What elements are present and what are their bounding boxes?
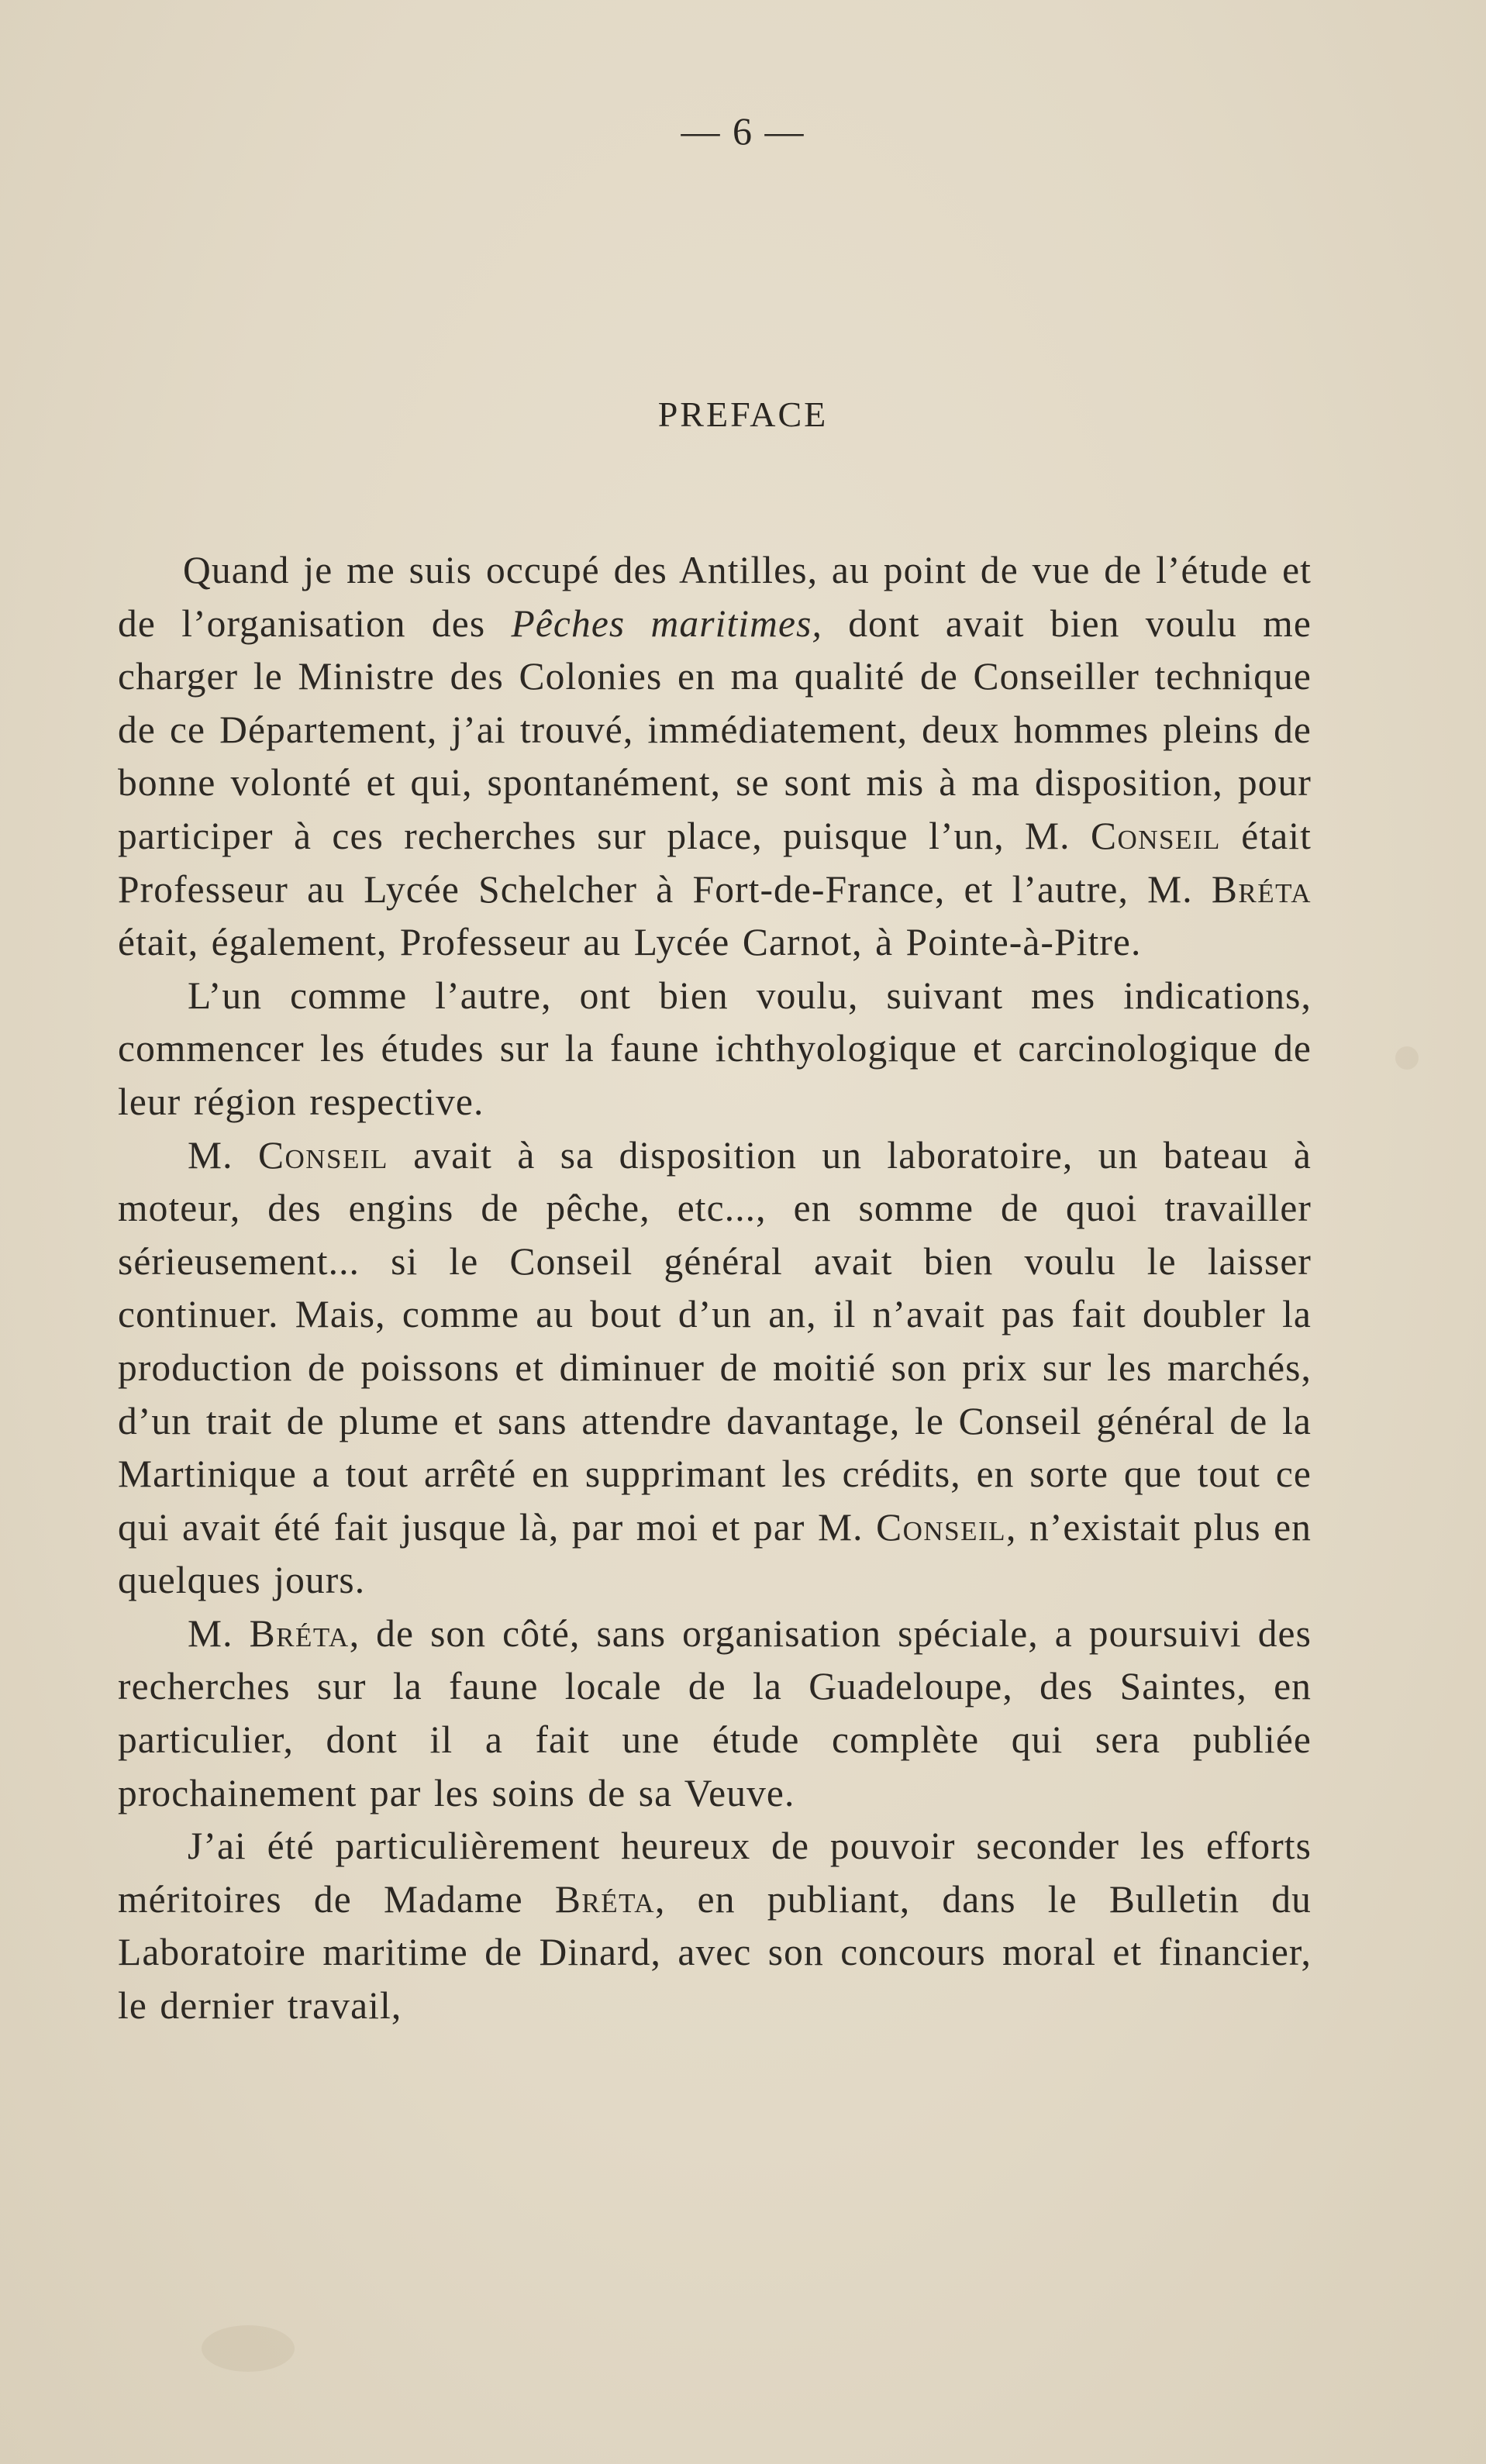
paragraph-4 [118, 1608, 1312, 1820]
paper-stain [202, 2325, 295, 2372]
author-name: Conseil [1090, 814, 1221, 857]
text-segment: , de son côté, sans organisation spéciale, a poursuivi des recherches sur la faune locale de la Guadeloupe, des Saintes, en particulier, dont il a fait une étude complète qui sera publiée prochainement par les soins de sa Veuve. [118, 1611, 1312, 1814]
author-name: Conseil [257, 1133, 388, 1177]
text-segment: était Professeur au Lycée Schelcher à Fort-de-France, et l’autre, M. [118, 814, 1312, 911]
text-segment: avait à sa disposition un laboratoire, un bateau à moteur, des engins de pêche, etc..., en somme de quoi travailler sérieusement... si le Conseil général avait bien voulu le laisser continuer. Mais, comme au bout d’un an, il n’avait pas fait doubler la production de poissons et diminuer de moitié son prix sur les marchés, d’un trait de plume et sans attendre davantage, le Conseil général de la Martinique a tout arrêté en supprimant les crédits, en sorte que tout ce qui avait été fait jusque là, par moi et par M. [118, 1133, 1312, 1549]
paragraph-1 [118, 544, 1312, 970]
paragraph-2 [118, 970, 1312, 1129]
body-text [118, 544, 1312, 2033]
text-segment: était, également, Professeur au Lycée Carnot, à Pointe-à-Pitre. [118, 921, 1142, 964]
paragraph-3 [118, 1129, 1312, 1608]
text-segment: M. [188, 1133, 258, 1177]
text-segment: L’un comme l’autre, ont bien voulu, suivant mes indications, commencer les études sur la faune ichthyologique et carcinologique de leur région respective. [118, 974, 1312, 1123]
text-segment: dont avait bien voulu me charger le Ministre des Colonies en ma qualité de Conseiller technique de ce Département, j’ai trouvé, immédiatement, deux hommes pleins de bonne volonté et qui, spontanément, se sont mis à ma disposition, pour participer à ces recherches sur place, puisque l’un, M. [118, 601, 1312, 857]
author-name: Bréta [1211, 867, 1312, 911]
text-segment: , n’existait plus en quelques jours. [118, 1505, 1312, 1602]
author-name: Bréta [554, 1877, 655, 1921]
page-number: — 6 — [681, 109, 805, 153]
text-segment: Quand je me suis occupé des Antilles, au point de vue de l’étude et de l’organisation des [118, 549, 1312, 645]
author-name: Bréta [249, 1611, 350, 1655]
section-heading: PREFACE [657, 395, 829, 434]
text-segment: J’ai été particulièrement heureux de pouvoir seconder les efforts méritoires de Madame [118, 1825, 1312, 1921]
text-segment: M. [188, 1611, 250, 1655]
italic-text: Pêches maritimes, [511, 601, 822, 645]
paper-stain [1395, 1046, 1419, 1070]
text-segment: , en publiant, dans le Bulletin du Laboratoire maritime de Dinard, avec son concours moral et financier, le dernier travail, [118, 1877, 1312, 2028]
author-name: Conseil [876, 1505, 1007, 1549]
paragraph-5 [118, 1820, 1312, 2032]
